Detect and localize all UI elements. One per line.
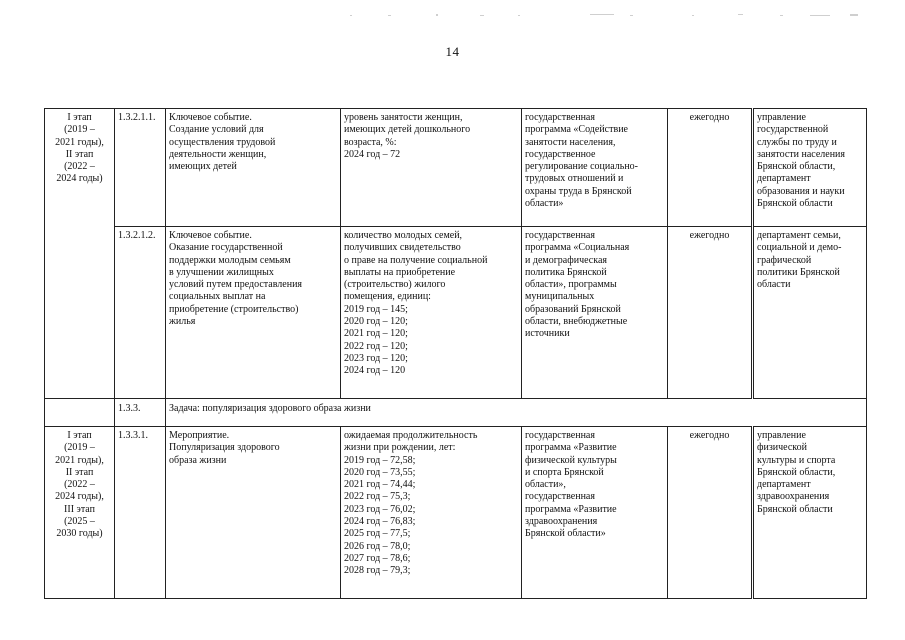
event-cell: Ключевое событие. Оказание государственной поддержки молодым семьям в улучшении жилищных условий путем предоставления социальных выплат на приобретение (строительство) жилья (166, 227, 341, 399)
funding-source-cell: государственная программа «Развитие физической культуры и спорта Брянской области», государственная программа «Развитие здравоохранения Брянской области» (522, 427, 668, 599)
indicator-cell: количество молодых семей, получивших свидетельство о праве на получение социальной выплаты на приобретение (строительство) жилого помещения, единиц: 2019 год – 145; 2020 год – 120; 2021 год – 120; 2022 год – 120; 2023 год – 120; 2024 год – 120 (341, 227, 522, 399)
responsible-cell: департамент семьи, социальной и демо- графической политики Брянской области (753, 227, 867, 399)
table-row (45, 427, 867, 599)
event-cell: Ключевое событие. Создание условий для осуществления трудовой деятельности женщин, имеющих детей (166, 109, 341, 227)
funding-source-cell: государственная программа «Содействие занятости населения, государственное регулирование социально- трудовых отношений и охраны труда в Брянской области» (522, 109, 668, 227)
stage-cell: I этап (2019 – 2021 годы), II этап (2022 – 2024 годы) (45, 109, 115, 399)
frequency-cell: ежегодно (668, 227, 753, 399)
indicator-cell: уровень занятости женщин, имеющих детей дошкольного возраста, %: 2024 год – 72 (341, 109, 522, 227)
item-number-cell: 1.3.2.1.1. (115, 109, 166, 227)
scan-noise-marks (340, 12, 880, 20)
table-row (45, 227, 867, 399)
stage-cell: I этап (2019 – 2021 годы), II этап (2022 – 2024 годы), III этап (2025 – 2030 годы) (45, 427, 115, 599)
page-number: 14 (445, 44, 460, 59)
task-row (45, 399, 867, 427)
plan-table (44, 108, 867, 599)
event-cell: Мероприятие. Популяризация здорового образа жизни (166, 427, 341, 599)
table-row (45, 109, 867, 227)
funding-source-cell: государственная программа «Социальная и демографическая политика Брянской области», программы муниципальных образований Брянской области, внебюджетные источники (522, 227, 668, 399)
item-number-cell: 1.3.2.1.2. (115, 227, 166, 399)
responsible-cell: управление государственной службы по труду и занятости населения Брянской области, департамент образования и науки Брянской области (753, 109, 867, 227)
frequency-cell: ежегодно (668, 109, 753, 227)
empty-stage-cell (45, 399, 115, 427)
item-number-cell: 1.3.3.1. (115, 427, 166, 599)
indicator-cell: ожидаемая продолжительность жизни при рождении, лет: 2019 год – 72,58; 2020 год – 73,55; 2021 год – 74,44; 2022 год – 75,3; 2023 год – 76,02; 2024 год – 76,83; 2025 год – 77,5; 2026 год – 78,0; 2027 год – 78,6; 2028 год – 79,3; (341, 427, 522, 599)
responsible-cell: управление физической культуры и спорта Брянской области, департамент здравоохранения Брянской области (753, 427, 867, 599)
task-title-cell: Задача: популяризация здорового образа жизни (166, 399, 867, 427)
task-number-cell: 1.3.3. (115, 399, 166, 427)
frequency-cell: ежегодно (668, 427, 753, 599)
